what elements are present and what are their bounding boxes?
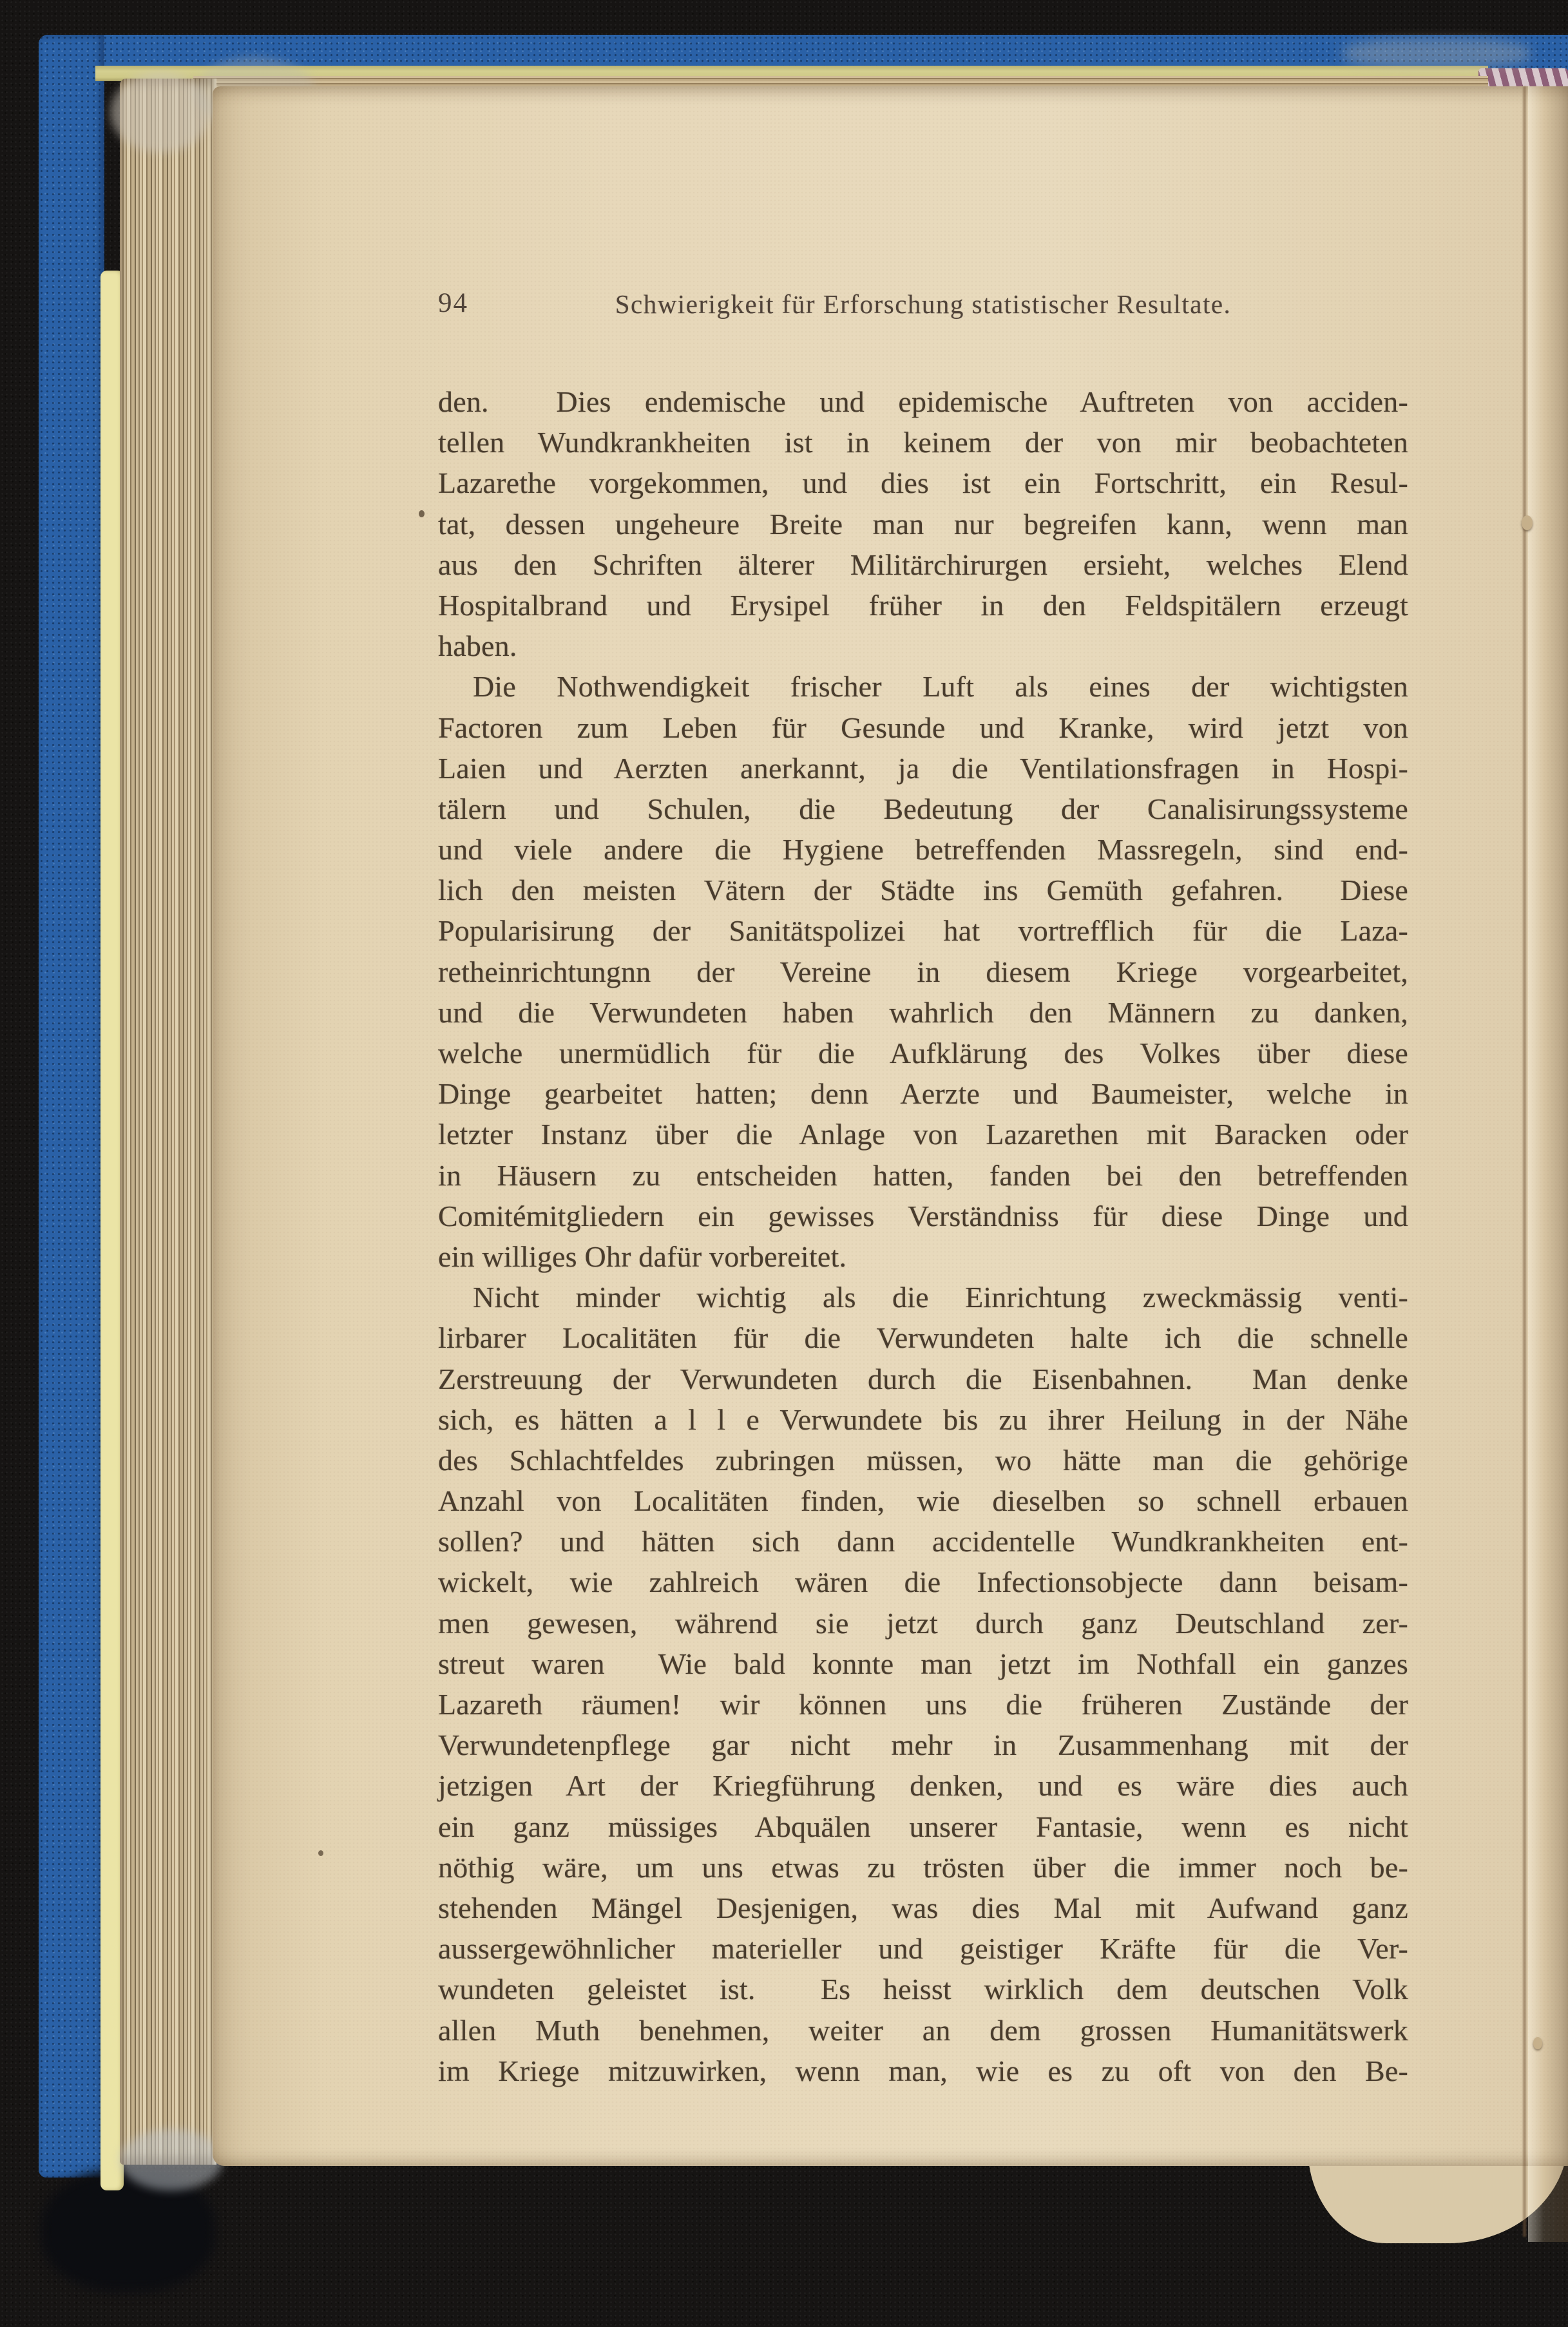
page-number: 94 — [438, 288, 468, 318]
text-line: retheinrichtungnn der Vereine in diesem Kriege vorgearbeitet, — [438, 955, 1408, 988]
text-line: men gewesen, während sie jetzt durch ganz Deutschland zer- — [438, 1606, 1408, 1640]
page-header — [438, 285, 1408, 322]
text-line: den. Dies endemische und epidemische Auftreten von acciden- — [438, 385, 1408, 418]
gutter-crease — [1523, 86, 1526, 2237]
paper-speck — [318, 1850, 323, 1856]
text-line: ein williges Ohr dafür vorbereitet. — [438, 1240, 847, 1273]
text-line: Anzahl von Localitäten finden, wie dieselben so schnell erbauen — [438, 1484, 1408, 1518]
text-line: Verwundetenpflege gar nicht mehr in Zusammenhang mit der — [438, 1728, 1408, 1762]
text-line: Dinge gearbeitet hatten; denn Aerzte und Baumeister, welche in — [438, 1077, 1408, 1111]
frayed-corner-bottom-left — [120, 2129, 223, 2190]
text-line: allen Muth benehmen, weiter an dem grossen Humanitätswerk — [438, 2013, 1408, 2047]
text-line: Comitémitgliedern ein gewisses Verständniss für diese Dinge und — [438, 1199, 1408, 1232]
text-line: Zerstreuung der Verwundeten durch die Eisenbahnen. Man denke — [438, 1362, 1408, 1395]
text-line: Nicht minder wichtig als die Einrichtung zweckmässig venti- — [473, 1281, 1408, 1314]
text-line: Hospitalbrand und Erysipel früher in den Feldspitälern erzeugt — [438, 588, 1408, 622]
text-line: Laien und Aerzten anerkannt, ja die Ventilationsfragen in Hospi- — [438, 751, 1408, 785]
text-line: jetzigen Art der Kriegführung denken, und es wäre dies auch — [438, 1769, 1408, 1803]
binding-notch-upper — [1522, 515, 1533, 530]
text-line: in Häusern zu entscheiden hatten, fanden bei den betreffenden — [438, 1158, 1408, 1192]
text-line: tellen Wundkrankheiten ist in keinem der von mir beobachteten — [438, 426, 1408, 459]
text-line: Factoren zum Leben für Gesunde und Kranke, wird jetzt von — [438, 711, 1408, 744]
text-line: des Schlachtfeldes zubringen müssen, wo hätte man die gehörige — [438, 1443, 1408, 1477]
paper-speck — [419, 510, 425, 517]
text-line: sollen? und hätten sich dann accidentelle Wundkrankheiten ent- — [438, 1525, 1408, 1558]
scuff-top-right — [1343, 39, 1530, 68]
running-header: Schwierigkeit für Erforschung statistischer Resultate. — [615, 289, 1232, 319]
text-line: welche unermüdlich für die Aufklärung des Volkes über diese — [438, 1037, 1408, 1069]
text-line: haben. — [438, 629, 517, 663]
text-line: aus den Schriften älterer Militärchirurgen ersieht, welches Elend — [438, 548, 1408, 581]
text-block — [438, 381, 1408, 2091]
text-line: wickelt, wie zahlreich wären die Infectionsobjecte dann beisam- — [438, 1566, 1408, 1599]
page-stack-fore-edge — [120, 79, 216, 2165]
text-line: Lazareth räumen! wir können uns die früheren Zustände der — [438, 1688, 1408, 1721]
text-line: streut waren Wie bald konnte man jetzt im Nothfall ein ganzes — [438, 1647, 1408, 1680]
book-cover-left-edge — [39, 35, 104, 2178]
text-line: tälern und Schulen, die Bedeutung der Canalisirungssysteme — [438, 792, 1408, 825]
text-line: tat, dessen ungeheure Breite man nur begreifen kann, wenn man — [438, 507, 1408, 541]
text-line: und viele andere die Hygiene betreffenden Massregeln, sind end- — [438, 833, 1408, 867]
text-line: lirbarer Localitäten für die Verwundeten halte ich die schnelle — [438, 1321, 1408, 1355]
text-line: Lazarethe vorgekommen, und dies ist ein Fortschritt, ein Resul- — [438, 466, 1408, 500]
text-line: nöthig wäre, um uns etwas zu trösten über die immer noch be- — [438, 1850, 1408, 1884]
text-line: lich den meisten Vätern der Städte ins Gemüth gefahren. Diese — [438, 874, 1408, 907]
gutter-shadow — [1528, 86, 1568, 2242]
text-line: im Kriege mitzuwirken, wenn man, wie es zu oft von den Be- — [438, 2054, 1408, 2087]
text-line: Die Nothwendigkeit frischer Luft als eines der wichtigsten — [473, 670, 1408, 704]
text-line: sich, es hätten a l l e Verwundete bis zu ihrer Heilung in der Nähe — [438, 1403, 1408, 1436]
text-line: stehenden Mängel Desjenigen, was dies Mal mit Aufwand ganz — [438, 1891, 1408, 1924]
text-line: ein ganz müssiges Abquälen unserer Fantasie, wenn es nicht — [438, 1810, 1408, 1843]
text-line: und die Verwundeten haben wahrlich den Männern zu danken, — [438, 995, 1408, 1029]
text-line: wundeten geleistet ist. Es heisst wirklich dem deutschen Volk — [438, 1973, 1408, 2006]
binding-notch-lower — [1533, 2037, 1542, 2049]
text-line: Popularisirung der Sanitätspolizei hat vortrefflich für die Laza- — [438, 914, 1408, 948]
text-line: aussergewöhnlicher materieller und geistiger Kräfte für die Ver- — [438, 1932, 1408, 1966]
text-line: letzter Instanz über die Anlage von Lazarethen mit Baracken oder — [438, 1118, 1408, 1151]
